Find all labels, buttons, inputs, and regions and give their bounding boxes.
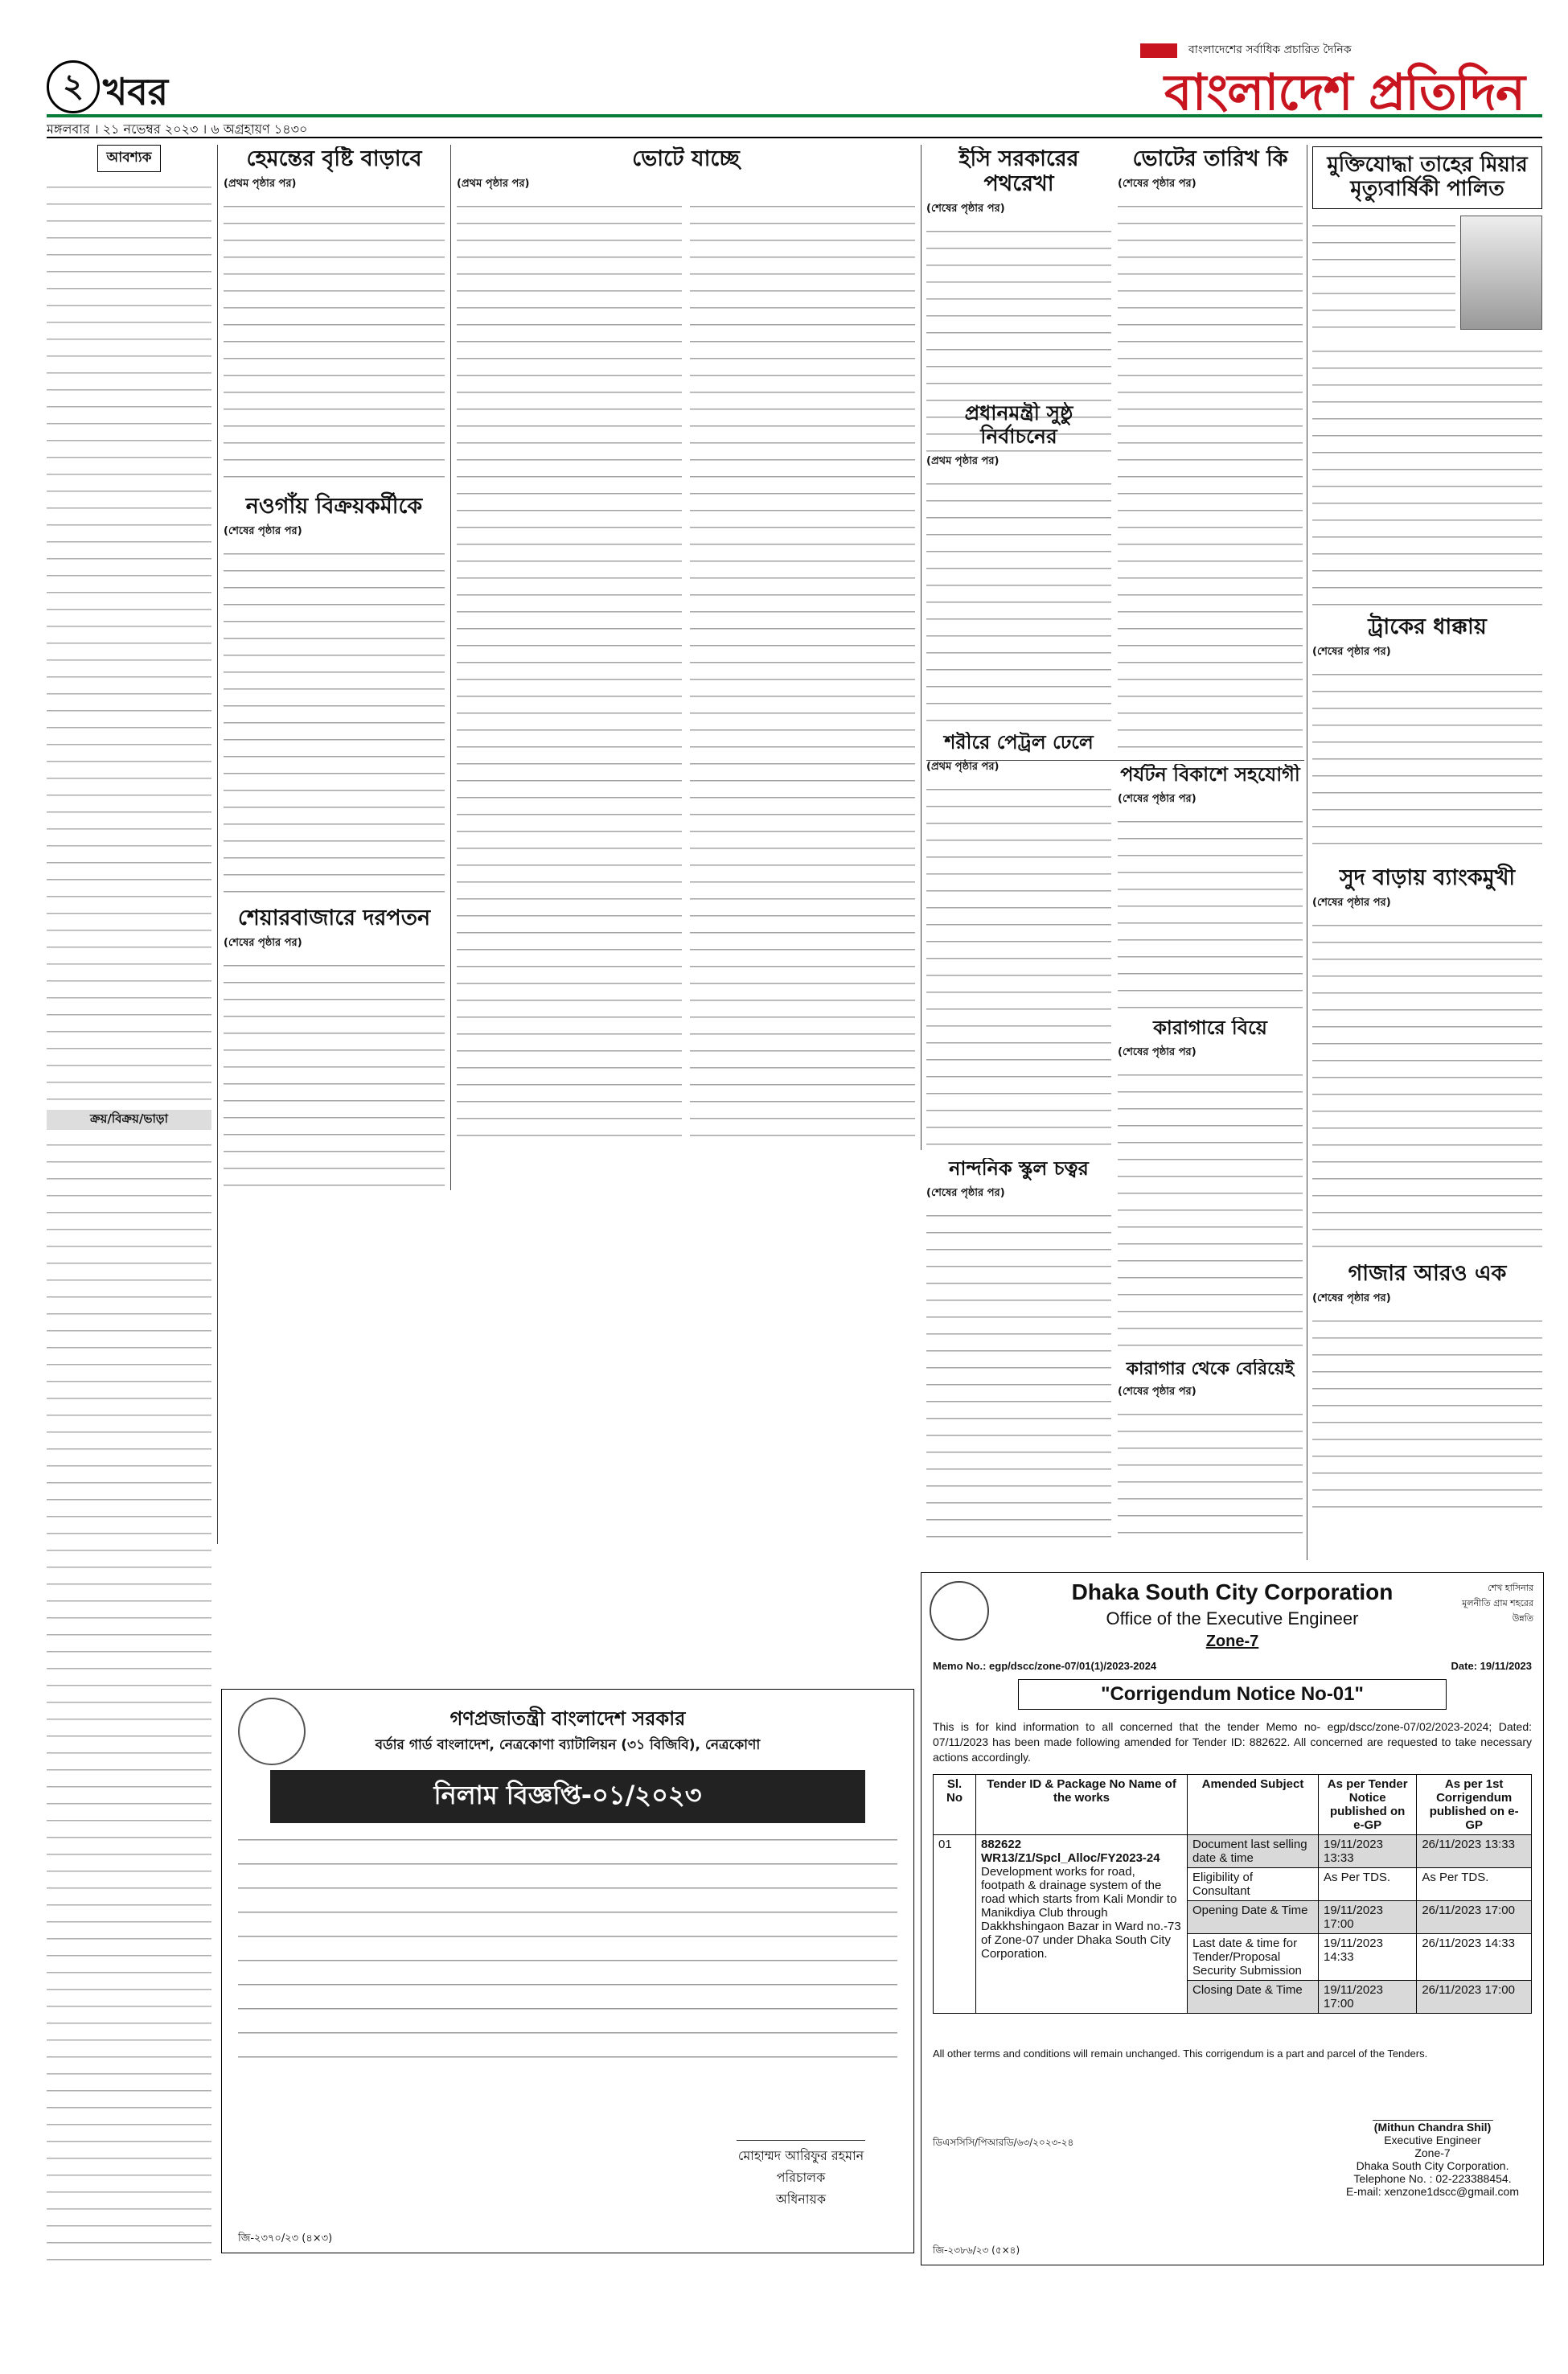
signature-mark	[1373, 2080, 1493, 2121]
tender-slogan: শেখ হাসিনার মূলনীতি গ্রাম শহরের উন্নতি	[1462, 1583, 1533, 1624]
classifieds-column	[47, 145, 211, 2276]
dek-truck: (শেষের পৃষ্ঠার পর)	[1312, 645, 1391, 658]
cell-subject: Last date & time for Tender/Proposal Security Submission	[1188, 1934, 1319, 1981]
dek-prison2: (শেষের পৃষ্ঠার পর)	[1118, 1386, 1197, 1399]
dek-rain: (প্রথম পৃষ্ঠার পর)	[224, 178, 297, 191]
page-header	[47, 16, 1542, 137]
column-2	[224, 146, 445, 1192]
headline-naogaon: নওগাঁয় বিক্রয়কর্মীকে	[245, 494, 423, 520]
tender-notice	[921, 1572, 1544, 2265]
headline-vote: ভোটে যাচ্ছে	[632, 146, 740, 171]
cell-old: As Per TDS.	[1319, 1868, 1417, 1901]
tender-footer: All other terms and conditions will remain unchanged. This corrigendum is a part and parcel of the Tenders.	[933, 2047, 1428, 2060]
headline-prison2: কারাগার থেকে বেরিয়েই	[1126, 1359, 1295, 1379]
dek-pm: (প্রথম পৃষ্ঠার পর)	[926, 454, 999, 467]
cell-new: 26/11/2023 13:33	[1417, 1835, 1532, 1868]
headline-truck: ট্রাকের ধাক্কায়	[1368, 614, 1487, 639]
tender-signer: (Mithun Chandra Shil)	[1373, 2121, 1492, 2134]
corrigendum-table	[933, 1774, 1532, 2014]
dateline: মঙ্গলবার । ২১ নভেম্বর ২০২৩ । ৬ অগ্রহায়ণ ১৪৩০	[47, 121, 308, 137]
dek-petrol: (প্রথম পৃষ্ঠার পর)	[926, 760, 999, 773]
auction-ref: জি-২৩৭০/২৩ (৪×৩)	[238, 2232, 333, 2245]
column-3	[457, 146, 915, 1152]
tourism-article	[1118, 764, 1303, 1013]
col-subject: Amended Subject	[1188, 1775, 1319, 1835]
page-number: ২	[47, 60, 100, 113]
tender-ref-right: জি-২৩৮৬/২৩ (৫×৪)	[933, 2245, 1020, 2256]
masthead-logo: বাংলাদেশ প্রতিদিন	[1164, 63, 1525, 121]
dek-vote: (প্রথম পৃষ্ঠার পর)	[457, 178, 530, 191]
dek-prison: (শেষের পৃষ্ঠার পর)	[1118, 1045, 1197, 1058]
table-row	[934, 1835, 1532, 1868]
prison2-article	[1118, 1359, 1303, 1544]
classifieds-title: আবশ্যক	[97, 145, 160, 172]
right-column	[1312, 146, 1542, 1562]
dek-school: (শেষের পৃষ্ঠার পর)	[926, 1186, 1005, 1199]
col-tender: Tender ID & Package No Name of the works	[976, 1775, 1188, 1835]
classifieds-text	[47, 177, 211, 1102]
cell-old: 19/11/2023 17:00	[1319, 1981, 1417, 2014]
cell-subject: Opening Date & Time	[1188, 1901, 1319, 1934]
dek-tourism: (শেষের পৃষ্ঠার পর)	[1118, 792, 1197, 805]
cell-subject: Document last selling date & time	[1188, 1835, 1319, 1868]
portrait-photo	[1460, 216, 1542, 330]
tender-works: Development works for road, footpath & drainage system of the road which starts from Kali Mondir to Manikdiya Club through Dakkhshingaon Bazar in Ward no.-73 of Zone-07 under Dhaka South City Corporation.	[981, 1865, 1181, 1961]
masthead-tagline: বাংলাদেশের সর্বাধিক প্রচারিত দৈনিক	[1188, 43, 1352, 56]
auction-notice	[221, 1689, 914, 2253]
auction-signer-role2: অধিনায়ক	[775, 2191, 827, 2207]
tender-org: Dhaka South City Corporation	[1071, 1579, 1394, 1604]
cell-old: 19/11/2023 13:33	[1319, 1835, 1417, 1868]
article-gaza-text	[1312, 1311, 1542, 1520]
tender-notice-title: "Corrigendum Notice No-01"	[1018, 1679, 1447, 1710]
prison-article	[1118, 1017, 1303, 1347]
tender-id: 882622	[981, 1838, 1022, 1851]
article-interest-text	[1312, 915, 1542, 1253]
tender-signer-zone: Zone-7	[1414, 2146, 1451, 2159]
headline-rain: হেমন্তের বৃষ্টি বাড়াবে	[246, 146, 422, 171]
col-sl: Sl. No	[934, 1775, 976, 1835]
headline-ec: ইসি সরকারের পথরেখা	[958, 146, 1079, 197]
dek-votedate: (শেষের পৃষ্ঠার পর)	[1118, 178, 1197, 191]
cell-old: 19/11/2023 14:33	[1319, 1934, 1417, 1981]
cell-new: 26/11/2023 17:00	[1417, 1981, 1532, 2014]
tender-intro: This is for kind information to all concerned that the tender Memo no- egp/dscc/zone-07/02/2023-2024; Dated: 07/11/2023 has been made following amended for Tender ID: 882622. All concerned are requested to take necessary actions accordingly.	[933, 1720, 1532, 1764]
cell-new: 26/11/2023 14:33	[1417, 1934, 1532, 1981]
headline-school: নান্দনিক স্কুল চত্বর	[949, 1158, 1089, 1180]
tender-date: Date: 19/11/2023	[1451, 1660, 1532, 1672]
headline-gaza: গাজার আরও এক	[1348, 1260, 1507, 1286]
cell-new: 26/11/2023 17:00	[1417, 1901, 1532, 1934]
tender-memo: Memo No.: egp/dscc/zone-07/01(1)/2023-2024	[933, 1660, 1157, 1672]
petrol-article	[926, 732, 1111, 1150]
classifieds-title-2: ক্রয়/বিক্রয়/ভাড়া	[90, 1111, 168, 1126]
article-rain-text	[224, 196, 445, 486]
tender-signature	[1346, 2080, 1519, 2198]
col-old: As per Tender Notice published on e-GP	[1319, 1775, 1417, 1835]
cell-subject: Eligibility of Consultant	[1188, 1868, 1319, 1901]
article-tourism-text	[1118, 811, 1303, 1012]
tender-email: E-mail: xenzone1dscc@gmail.com	[1346, 2185, 1519, 2198]
article-naogaon-text	[224, 544, 445, 897]
article-pm-text	[926, 474, 1111, 725]
article-taher-text-2	[1312, 341, 1542, 606]
headline-votedate: ভোটের তারিখ কি	[1132, 146, 1288, 171]
article-vote-text-b	[690, 196, 915, 1152]
tender-signer-org: Dhaka South City Corporation.	[1356, 2159, 1509, 2172]
pm-article	[926, 402, 1111, 724]
col-new: As per 1st Corrigendum published on e-GP	[1417, 1775, 1532, 1835]
column-divider	[217, 145, 218, 1544]
headline-share: শেয়ারবাজারে দরপতন	[237, 906, 431, 931]
article-petrol-text	[926, 779, 1111, 1150]
cell-old: 19/11/2023 17:00	[1319, 1901, 1417, 1934]
tender-package: WR13/Z1/Spcl_Alloc/FY2023-24	[981, 1851, 1160, 1865]
article-prison2-text	[1118, 1404, 1303, 1544]
auction-signature	[737, 2108, 865, 2211]
signature-mark	[737, 2108, 865, 2141]
dek-interest: (শেষের পৃষ্ঠার পর)	[1312, 896, 1391, 909]
column-divider	[450, 145, 451, 1190]
tender-ref-left: ডিএসসিসি/পিআরডি/৬৩/২০২৩-২৪	[933, 2137, 1074, 2148]
auction-unit: বর্ডার গার্ড বাংলাদেশ, নেত্রকোণা ব্যাটালিয়ন (৩১ বিজিবি), নেত্রকোণা	[375, 1737, 761, 1753]
article-taher-text	[1312, 216, 1455, 336]
section-title: খবর	[103, 70, 169, 113]
auction-signer: মোহাম্মদ আরিফুর রহমান	[737, 2148, 864, 2163]
cell-tender	[976, 1835, 1188, 2014]
dek-gaza: (শেষের পৃষ্ঠার পর)	[1312, 1292, 1391, 1304]
headline-interest: সুদ বাড়ায় ব্যাংকমুখী	[1339, 865, 1516, 890]
tender-office: Office of the Executive Engineer	[1106, 1608, 1359, 1629]
classifieds-text-2	[47, 1135, 211, 2276]
masthead	[1140, 40, 1542, 121]
tender-phone: Telephone No. : 02-223388454.	[1353, 2172, 1512, 2185]
article-vote-text-a	[457, 196, 682, 1152]
dek-share: (শেষের পৃষ্ঠার পর)	[224, 937, 302, 950]
auction-govt: গণপ্রজাতন্ত্রী বাংলাদেশ সরকার	[449, 1707, 686, 1730]
cell-new: As Per TDS.	[1417, 1868, 1532, 1901]
column-divider	[921, 145, 922, 1150]
auction-title: নিলাম বিজ্ঞপ্তি-০১/২০২৩	[270, 1770, 865, 1823]
table-header-row	[934, 1775, 1532, 1835]
cell-sl: 01	[934, 1835, 976, 2014]
headline-pm: প্রধানমন্ত্রী সুষ্ঠু নির্বাচনের	[964, 402, 1073, 448]
article-prison-text	[1118, 1065, 1303, 1347]
headline-tourism: পর্যটন বিকাশে সহযোগী	[1120, 764, 1300, 786]
article-share-text	[224, 955, 445, 1192]
tender-signer-role: Executive Engineer	[1384, 2134, 1481, 2146]
headline-taher: মুক্তিযোদ্ধা তাহের মিয়ার মৃত্যুবার্ষিকী পালিত	[1312, 146, 1542, 209]
school-article	[926, 1158, 1111, 1544]
dek-ec: (শেষের পৃষ্ঠার পর)	[926, 203, 1005, 216]
auction-signer-role1: পরিচালক	[776, 2170, 826, 2185]
headline-petrol: শরীরে পেট্রল ঢেলে	[944, 732, 1094, 754]
article-votedate-text	[1118, 196, 1303, 758]
cell-subject: Closing Date & Time	[1188, 1981, 1319, 2014]
dek-naogaon: (শেষের পৃষ্ঠার পর)	[224, 525, 302, 538]
article-school-text	[926, 1205, 1111, 1544]
tender-table	[933, 1774, 1532, 2014]
column-5	[1118, 146, 1303, 758]
headline-prison: কারাগারে বিয়ে	[1153, 1017, 1267, 1039]
auction-text	[238, 1826, 897, 2068]
tender-zone: Zone-7	[1205, 1633, 1259, 1650]
article-truck-text	[1312, 664, 1542, 857]
